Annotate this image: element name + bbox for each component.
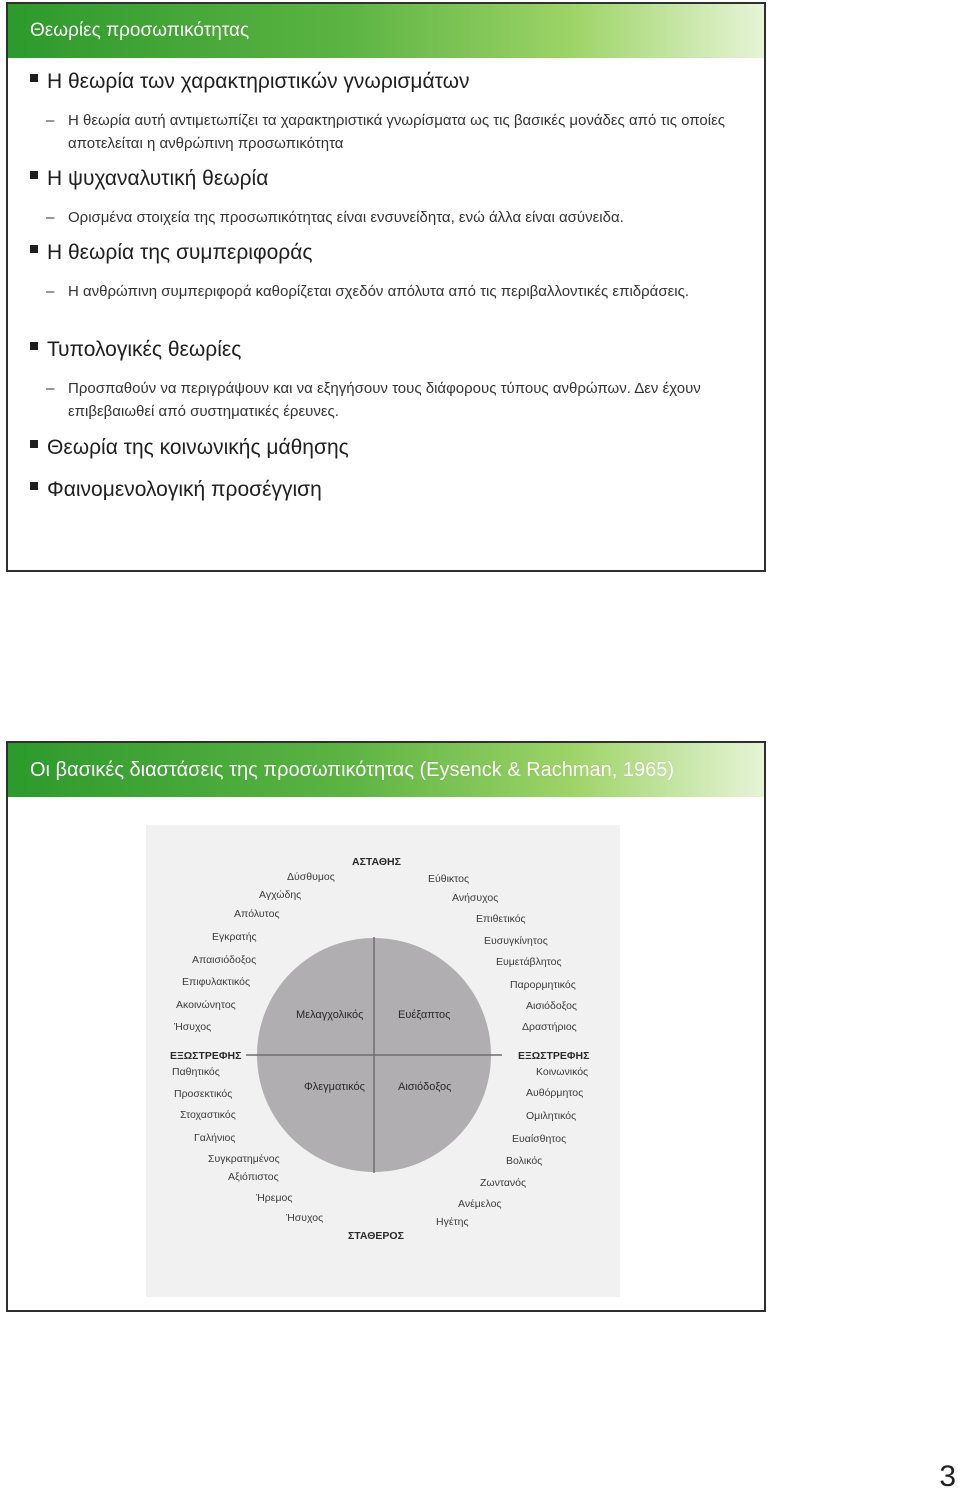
right-lower-trait: Ομιλητικός (526, 1110, 577, 1122)
right-lower-trait: Αυθόρμητος (526, 1087, 584, 1099)
right-upper-trait: Επιθετικός (476, 913, 526, 925)
left-upper-trait: Ακοινώνητος (176, 999, 236, 1011)
left-upper-trait: Απαισιόδοξος (192, 954, 257, 966)
slide-1 (6, 2, 766, 572)
label-left: ΕΞΩΣΤΡΕΦΗΣ (170, 1050, 242, 1062)
sub-behavior: – Η ανθρώπινη συμπεριφορά καθορίζεται σχεδόν απόλυτα από τις περιβαλλοντικές επιδράσεις. (46, 283, 689, 300)
bullet-phenomenological: Φαινομενολογική προσέγγιση (30, 478, 322, 502)
left-upper-trait: Ήσυχος (174, 1021, 212, 1033)
left-lower-trait: Στοχαστικός (180, 1109, 236, 1121)
right-upper-trait: Ευσυγκίνητος (484, 935, 548, 947)
sub-trait-theory: – Η θεωρία αυτή αντιμετωπίζει τα χαρακτηριστικά γνωρίσματα ως τις βασικές μονάδες από τις οποίες αποτελείται η ανθρώπινη προσωπικότητα (46, 112, 725, 152)
right-lower-trait: Ζωντανός (480, 1177, 527, 1189)
left-lower-trait: Ήσυχος (286, 1212, 324, 1224)
right-lower-trait: Ευαίσθητος (512, 1133, 567, 1145)
bullet-square-icon (30, 342, 38, 350)
quadrant-phlegmatic: Φλεγματικός (304, 1081, 365, 1093)
page-number: 3 (939, 1460, 956, 1493)
bullet-behavior: Η θεωρία της συμπεριφοράς (30, 241, 312, 265)
sub-psychoanalytic: – Ορισμένα στοιχεία της προσωπικότητας είναι ενσυνείδητα, ενώ άλλα είναι ασύνειδα. (46, 209, 624, 226)
label-bottom: ΣΤΑΘΕΡΟΣ (348, 1230, 404, 1242)
eysenck-diagram (146, 825, 620, 1297)
right-lower-trait: Κοινωνικός (536, 1066, 589, 1078)
quadrant-choleric: Ευέξαπτος (398, 1009, 451, 1021)
slide-2-title: Οι βασικές διαστάσεις της προσωπικότητας (Eysenck & Rachman, 1965) (30, 758, 675, 781)
slide-2-title-bar (8, 743, 764, 797)
slide-2 (6, 741, 766, 1312)
bullet-typological: Τυπολογικές θεωρίες (30, 338, 241, 362)
left-lower-trait: Συγκρατημένος (208, 1153, 280, 1165)
right-upper-trait: Εύθικτος (428, 873, 470, 885)
right-lower-trait: Ανέμελος (458, 1198, 502, 1210)
right-lower-trait: Βολικός (506, 1155, 543, 1167)
left-upper-trait: Αγχώδης (259, 889, 302, 901)
eysenck-diagram-svg (146, 825, 620, 1297)
right-upper-trait: Ευμετάβλητος (496, 956, 562, 968)
left-lower-trait: Γαλήνιος (194, 1132, 236, 1144)
slide-1-title: Θεωρίες προσωπικότητας (30, 20, 250, 41)
left-upper-trait: Επιφυλακτικός (182, 976, 251, 988)
bullet-square-icon (30, 74, 38, 82)
bullet-square-icon (30, 245, 38, 253)
label-right: ΕΞΩΣΤΡΕΦΗΣ (518, 1050, 590, 1062)
left-lower-trait: Προσεκτικός (174, 1088, 233, 1100)
left-upper-trait: Δύσθυμος (287, 871, 335, 883)
right-upper-trait: Παρορμητικός (510, 979, 576, 991)
left-lower-trait: Αξιόπιστος (228, 1171, 279, 1183)
bullet-psychoanalytic: Η ψυχαναλυτική θεωρία (30, 167, 268, 191)
right-upper-trait: Δραστήριος (522, 1021, 577, 1033)
left-upper-trait: Εγκρατής (212, 931, 257, 943)
bullet-square-icon (30, 440, 38, 448)
right-upper-trait: Ανήσυχος (452, 892, 499, 904)
left-lower-trait: Παθητικός (172, 1066, 220, 1078)
slide-1-title-bar (8, 4, 764, 58)
bullet-trait-theory: Η θεωρία των χαρακτηριστικών γνωρισμάτων (30, 70, 470, 94)
label-top: ΑΣΤΑΘΗΣ (352, 856, 401, 868)
left-upper-trait: Απόλυτος (234, 908, 280, 920)
right-lower-trait: Ηγέτης (436, 1216, 469, 1228)
quadrant-melancholic: Μελαγχολικός (296, 1009, 364, 1021)
quadrant-sanguine: Αισιόδοξος (398, 1081, 452, 1093)
left-lower-trait: Ήρεμος (256, 1192, 293, 1204)
bullet-square-icon (30, 482, 38, 490)
right-upper-trait: Αισιόδοξος (526, 1000, 577, 1012)
sub-typological: – Προσπαθούν να περιγράψουν και να εξηγήσουν τους διάφορους τύπους ανθρώπων. Δεν έχουν επιβεβαιωθεί από συστηματικές έρευνες. (46, 380, 701, 420)
bullet-social-learning: Θεωρία της κοινωνικής μάθησης (30, 436, 349, 460)
bullet-square-icon (30, 171, 38, 179)
